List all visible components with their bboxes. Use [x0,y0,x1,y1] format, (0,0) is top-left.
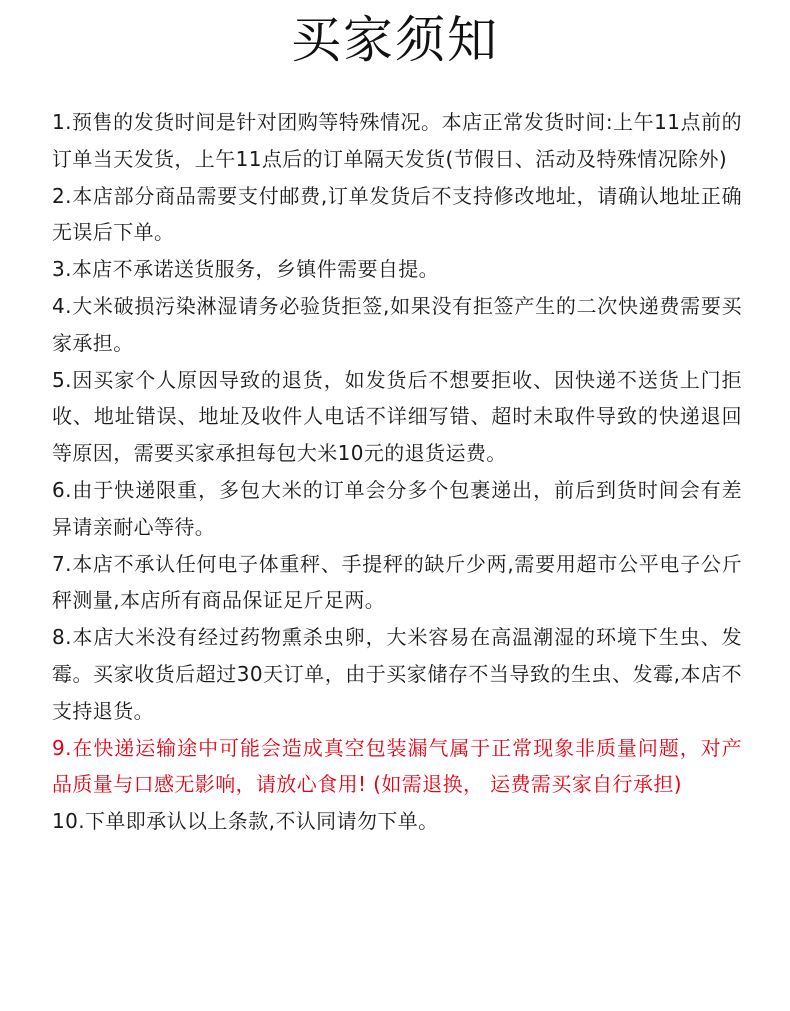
notice-item-1: 1.预售的发货时间是针对团购等特殊情况。本店正常发货时间:上午11点前的订单当天发货，上午11点后的订单隔天发货(节假日、活动及特殊情况除外) [52,110,742,171]
notice-item-6: 6.由于快递限重，多包大米的订单会分多个包裹递出，前后到货时间会有差异请亲耐心等待。 [52,477,742,539]
notice-item-5: 5.因买家个人原因导致的退货，如发货后不想要拒收、因快递不送货上门拒收、地址错误、地址及收件人电话不详细写错、超时未取件导致的快递退回等原因，需要买家承担每包大米10元的退货运费。 [52,367,742,466]
page-title: 买家须知 [291,11,499,69]
notice-item-10: 10.下单即承认以上条款,不认同请勿下单。 [52,809,439,834]
notice-item-8: 8.本店大米没有经过药物熏杀虫卵，大米容易在高温潮湿的环境下生虫、发霉。买家收货后超过30天订单，由于买家储存不当导致的生虫、发霉,本店不支持退货。 [52,625,742,723]
notice-item-2: 2.本店部分商品需要支付邮费,订单发货后不支持修改地址，请确认地址正确无误后下单。 [52,183,742,245]
notice-item-9: 9.在快递运输途中可能会造成真空包装漏气属于正常现象非质量问题，对产品质量与口感无影响，请放心食用! (如需退换， 运费需买家自行承担) [52,735,742,797]
notice-item-4: 4.大米破损污染淋湿请务必验货拒签,如果没有拒签产生的二次快递费需要买家承担。 [52,293,742,355]
notice-item-3: 3.本店不承诺送货服务，乡镇件需要自提。 [52,257,440,282]
notice-item-7: 7.本店不承认任何电子体重秤、手提秤的缺斤少两,需要用超市公平电子公斤秤测量,本店所有商品保证足斤足两。 [52,551,742,613]
notice-list [52,104,742,840]
